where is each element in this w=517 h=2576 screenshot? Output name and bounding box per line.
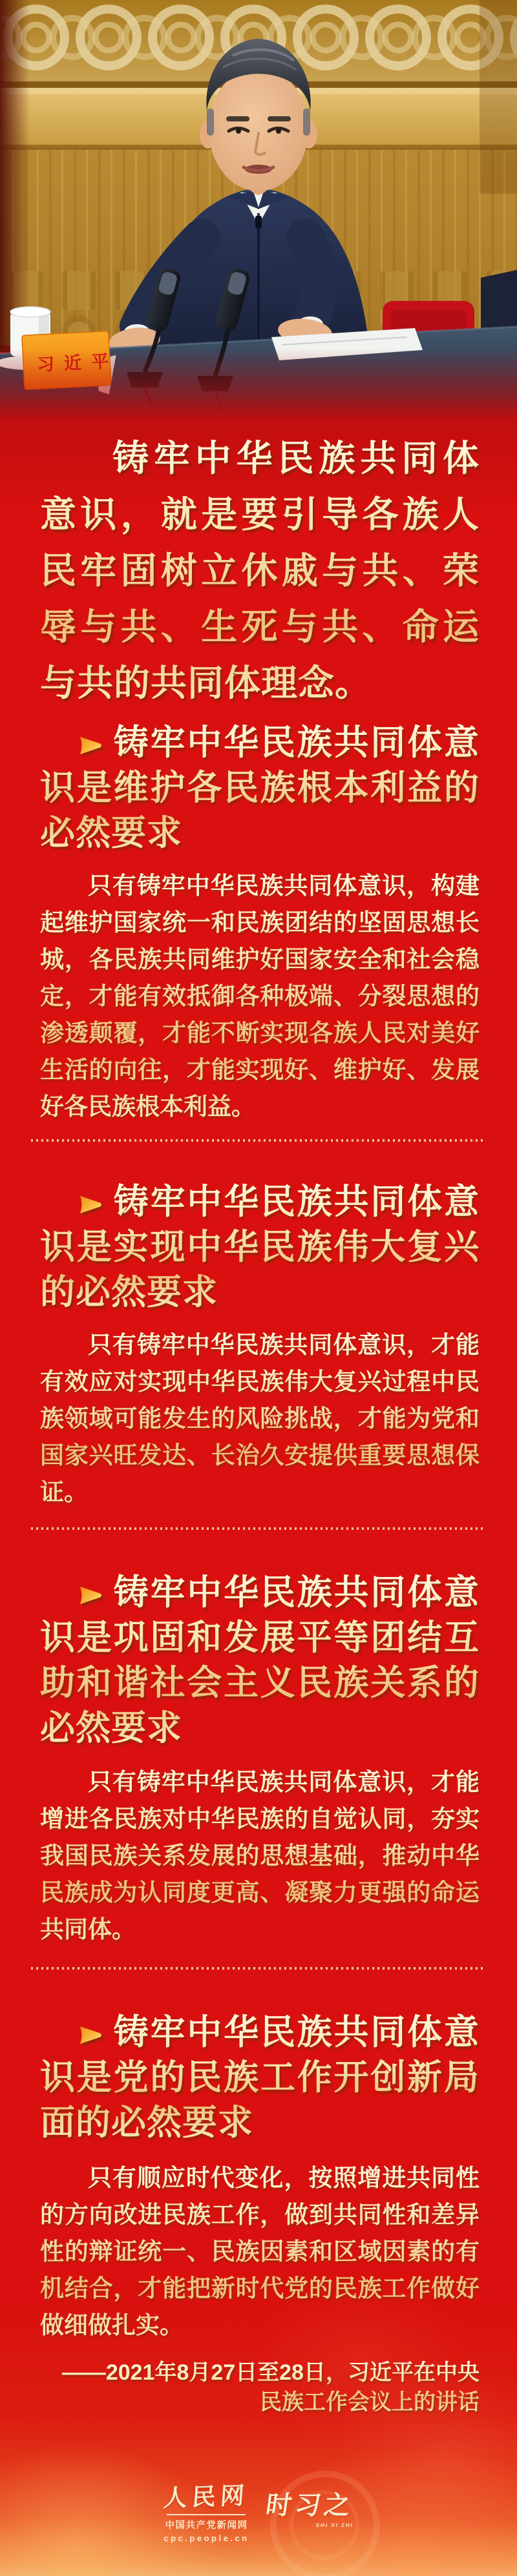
section-4-title xyxy=(40,2010,480,2145)
section-1-title xyxy=(40,720,480,856)
dotted-divider-3 xyxy=(31,1967,483,1970)
section-4-title-text: 铸牢中华民族共同体意识是党的民族工作开创新局面的必然要求 xyxy=(40,2013,480,2142)
cpc-news-site-url: cpc.people.cn xyxy=(164,2533,249,2543)
top-right-shade xyxy=(480,0,517,194)
section-2-body: 只有铸牢中华民族共同体意识，才能有效应对实现中华民族伟大复兴过程中民族领域可能发生的风险挑战，才能为党和国家兴旺发达、长治久安提供重要思想保证。 xyxy=(40,1326,480,1510)
sideburn-right xyxy=(303,108,310,136)
dotted-divider-2 xyxy=(31,1527,483,1530)
section-1-body: 只有铸牢中华民族共同体意识，构建起维护国家统一和民族团结的坚固思想长城，各民族共同维护好国家安全和社会稳定，才能有效抵御各种极端、分裂思想的渗透颠覆，才能不断实现各族人民对美好生活的向往，才能实现好、维护好、发展好各民族根本利益。 xyxy=(40,867,480,1125)
section-3-title-text: 铸牢中华民族共同体意识是巩固和发展平等团结互助和谐社会主义民族关系的必然要求 xyxy=(40,1573,480,1747)
arrow-icon xyxy=(79,1585,103,1605)
left-shadow-edge xyxy=(0,0,30,352)
section-2-title-text: 铸牢中华民族共同体意识是实现中华民族伟大复兴的必然要求 xyxy=(40,1182,480,1312)
right-arm xyxy=(305,238,319,324)
photo-banner xyxy=(0,0,517,426)
section-1-title-text: 铸牢中华民族共同体意识是维护各民族根本利益的必然要求 xyxy=(40,723,480,852)
section-3-title xyxy=(40,1570,480,1751)
brow-right xyxy=(268,116,291,121)
section-4-body: 只有顺应时代变化，按照增进共同性的方向改进民族工作，做到共同性和差异性的辩证统一、民族因素和区域因素的有机结合，才能把新时代党的民族工作做好做细做扎实。 xyxy=(40,2159,480,2344)
section-2-title xyxy=(40,1179,480,1315)
arrow-icon xyxy=(79,2025,103,2045)
section-3-body: 只有铸牢中华民族共同体意识，才能增进各民族对中华民族的自觉认同，夯实我国民族关系发展的思想基础，推动中华民族成为认同度更高、凝聚力更强的命运共同体。 xyxy=(40,1764,480,1948)
brow-left xyxy=(226,116,249,121)
peoples-daily-logo xyxy=(164,2477,249,2543)
dotted-divider-1 xyxy=(31,1139,483,1142)
poster-content xyxy=(40,421,480,2417)
pupil-left xyxy=(236,129,241,134)
peoples-daily-wordmark: 人民网 xyxy=(162,2482,250,2512)
arrow-icon xyxy=(79,1195,103,1215)
photo-red-fade xyxy=(0,349,517,426)
sideburn-left xyxy=(207,108,214,136)
shixizhi-pinyin: SHI XI ZHI xyxy=(315,2522,354,2528)
footer-brand-area xyxy=(0,2477,517,2543)
shixizhi-wordmark: 时习之 xyxy=(264,2491,355,2520)
lead-quote: 铸牢中华民族共同体意识，就是要引导各族人民牢固树立休戚与共、荣辱与共、生死与共、命运与共的共同体理念。 xyxy=(40,430,480,711)
zipper-pull xyxy=(255,216,262,229)
logo-underline xyxy=(167,2514,246,2515)
arrow-icon xyxy=(79,736,103,756)
pupil-right xyxy=(276,129,281,134)
speech-attribution: ——2021年8月27日至28日，习近平在中央民族工作会议上的讲话 xyxy=(40,2358,480,2417)
meeting-photo-illustration xyxy=(0,0,517,426)
shixizhi-brand xyxy=(266,2477,353,2528)
cpc-news-site-label: 中国共产党新闻网 xyxy=(165,2520,248,2531)
